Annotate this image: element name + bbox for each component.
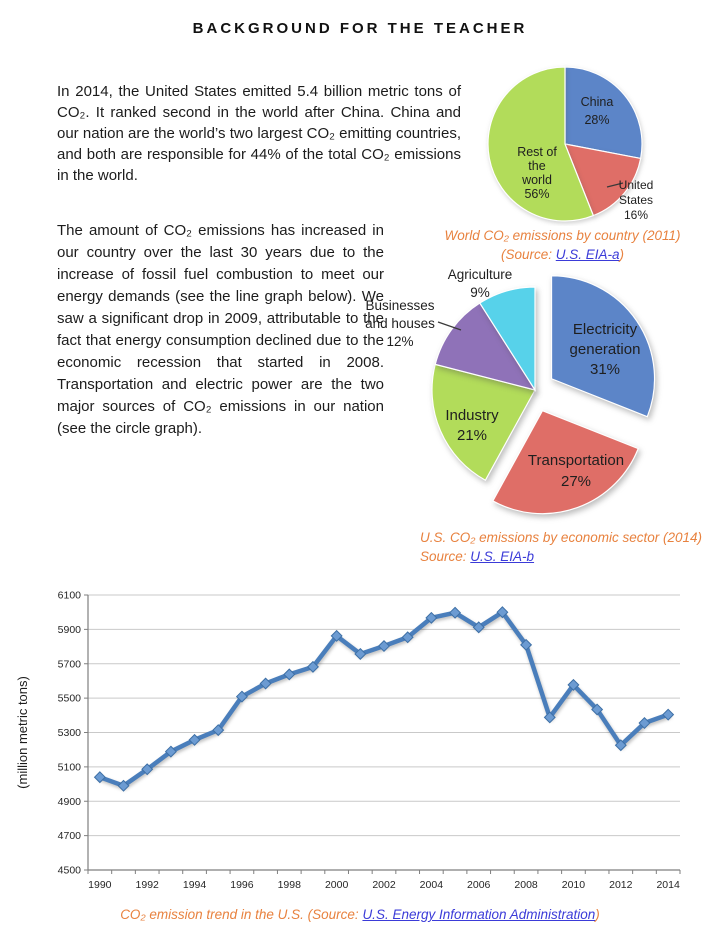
pie-label-transportation: Transportation [527,452,625,469]
x-tick-label: 2010 [561,879,586,891]
line-chart-caption [0,905,720,924]
intro-paragraph: In 2014, the United States emitted 5.4 billion metric tons of CO₂. It ranked second in the world after China. China and our nation are the world’s two largest CO₂ emitting countries, and both are responsible for 44% of the total CO₂ emissions in the world. [57,83,461,184]
gridlines [88,595,680,836]
pie-label-industry: 21% [456,427,488,444]
eia-b-link[interactable]: U.S. EIA-b [470,549,535,564]
sector-pie-caption [420,528,720,566]
sector-pie-caption-title: U.S. CO₂ emissions by economic sector (2014) [420,530,702,545]
pie-slices [432,276,655,514]
x-tick-label: 1992 [135,879,159,891]
x-tick-label: 1998 [277,879,301,891]
pie-label-businesses-and-houses: 12% [386,334,414,349]
pie-label-transportation: 27% [560,473,592,490]
pie-label-agriculture: Agriculture [447,267,513,282]
axis-ticks-and-labels [58,590,680,892]
pie-label-rest-of-the-world: Rest of [517,145,557,159]
x-tick-label: 1996 [230,879,254,891]
pie-label-united-states: United [618,178,654,192]
caption-prefix: CO₂ emission trend in the U.S. (Source: [120,907,363,922]
x-tick-label: 2008 [514,879,538,891]
x-tick-label: 2002 [372,879,396,891]
y-tick-label: 5900 [57,623,81,636]
pie-label-businesses-and-houses: Businesses [365,298,435,313]
y-tick-label: 4500 [57,864,81,877]
pie-label-electricity-generation: generation [569,341,641,358]
x-tick-label: 1990 [88,879,112,891]
y-tick-label: 4700 [57,830,81,843]
y-tick-label: 5300 [57,727,81,739]
x-tick-label: 2014 [656,879,680,891]
pie-label-industry: Industry [445,407,499,424]
x-tick-label: 2012 [609,879,633,891]
y-axis-title: (million metric tons) [15,676,30,789]
y-tick-label: 5500 [57,692,81,705]
pie-label-rest-of-the-world: world [522,173,552,187]
pie-label-rest-of-the-world: 56% [524,187,550,201]
source-suffix: ) [619,247,625,262]
pie-label-rest-of-the-world: the [528,159,546,173]
y-tick-label: 6100 [57,589,81,602]
eia-a-link[interactable]: U.S. EIA-a [555,247,620,262]
world-pie-caption-title: World CO₂ emissions by country (2011) [444,228,681,243]
body-paragraph: The amount of CO₂ emissions has increased in our country over the last 30 years due to the increase of fossil fuel combustion to meet our energy demands (see the line graph below). We saw a significant drop in 2009, attributable to the fact that energy consumption declined due to the economic recession that started in 2008. Transportation and electric power are the two major sources of CO₂ emissions in our nation (see the circle graph). [57,222,384,437]
source-prefix: Source: [420,549,471,564]
emission-trend-line-chart [15,583,710,898]
pie-label-china: China [580,95,614,109]
world-pie-caption [420,226,705,264]
world-emissions-pie-chart [455,60,715,226]
pie-label-united-states: 16% [623,208,649,222]
pie-label-electricity-generation: 31% [589,361,621,378]
page-title: BACKGROUND FOR THE TEACHER [192,20,528,37]
y-tick-label: 5100 [57,761,81,774]
caption-suffix: ) [595,907,600,922]
source-prefix: (Source: [500,247,556,262]
pie-label-businesses-and-houses: and houses [365,316,435,331]
x-tick-label: 2004 [419,879,444,891]
eia-link[interactable]: U.S. Energy Information Administration [362,907,596,922]
x-tick-label: 2000 [324,879,349,891]
pie-label-china: 28% [584,113,610,127]
pie-label-electricity-generation: Electricity [572,321,638,338]
emissions-line-series [100,612,668,786]
y-tick-label: 4900 [57,795,81,808]
y-tick-label: 5700 [57,658,81,671]
x-tick-label: 2006 [467,879,491,891]
sector-emissions-pie-chart [360,262,715,526]
data-point-marker [663,709,674,720]
x-tick-label: 1994 [182,879,207,891]
pie-label-united-states: States [618,193,654,207]
pie-label-agriculture: 9% [470,285,490,300]
sector-pie-caption-source [420,547,720,566]
